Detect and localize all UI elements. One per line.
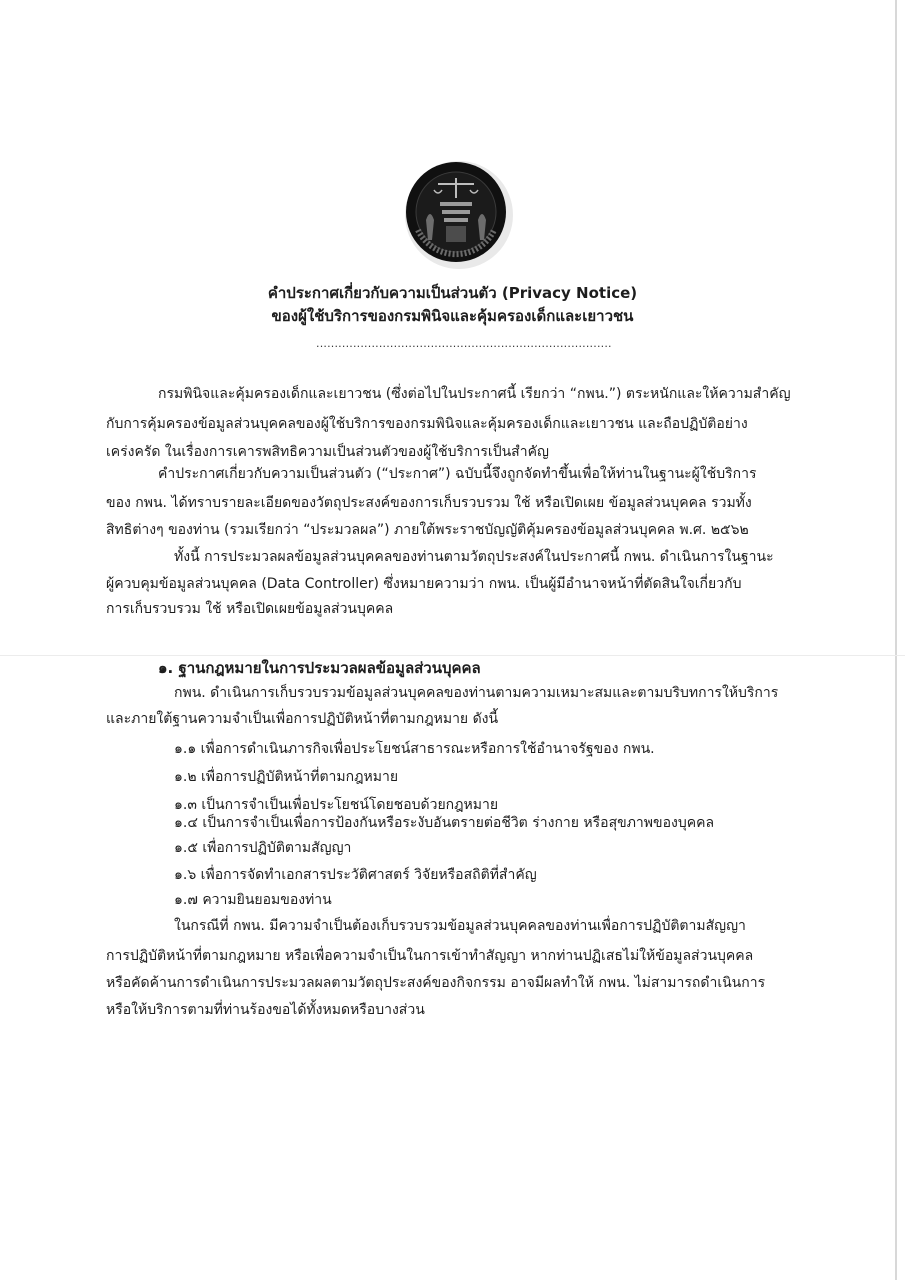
closing-line: หรือคัดค้านการดำเนินการประมวลผลตามวัตถุประสงค์ของกิจกรรม อาจมีผลทำให้ กพน. ไม่สามารถดำเนินการ xyxy=(106,975,766,991)
section-intro-line: และภายใต้ฐานความจำเป็นเพื่อการปฏิบัติหน้าที่ตามกฎหมาย ดังนี้ xyxy=(106,711,499,727)
document-title: คำประกาศเกี่ยวกับความเป็นส่วนตัว (Privacy Notice) xyxy=(267,284,638,302)
intro-line: คำประกาศเกี่ยวกับความเป็นส่วนตัว (“ประกาศ”) ฉบับนี้จึงถูกจัดทำขึ้นเพื่อให้ท่านในฐานะผู้ใช้บริการ xyxy=(158,466,757,482)
list-item: ๑.๖ เพื่อการจัดทำเอกสารประวัติศาสตร์ วิจัยหรือสถิติที่สำคัญ xyxy=(174,867,537,883)
list-item: ๑.๑ เพื่อการดำเนินภารกิจเพื่อประโยชน์สาธารณะหรือการใช้อำนาจรัฐของ กพน. xyxy=(174,741,655,757)
intro-line: เคร่งครัด ในเรื่องการเคารพสิทธิความเป็นส่วนตัวของผู้ใช้บริการเป็นสำคัญ xyxy=(106,444,549,460)
list-item: ๑.๕ เพื่อการปฏิบัติตามสัญญา xyxy=(174,840,352,856)
list-item: ๑.๓ เป็นการจำเป็นเพื่อประโยชน์โดยชอบด้วยกฎหมาย xyxy=(174,797,499,813)
intro-line: ของ กพน. ได้ทราบรายละเอียดของวัตถุประสงค์ของการเก็บรวบรวม ใช้ หรือเปิดเผย ข้อมูลส่วนบุคคล รวมทั้ง xyxy=(106,495,752,511)
intro-line: สิทธิต่างๆ ของท่าน (รวมเรียกว่า “ประมวลผล”) ภายใต้พระราชบัญญัติคุ้มครองข้อมูลส่วนบุคคล พ.ศ. ๒๕๖๒ xyxy=(106,522,749,538)
section-heading: ๑. ฐานกฎหมายในการประมวลผลข้อมูลส่วนบุคคล xyxy=(158,659,481,677)
section-intro-line: กพน. ดำเนินการเก็บรวบรวมข้อมูลส่วนบุคคลของท่านตามความเหมาะสมและตามบริบทการให้บริการ xyxy=(174,685,779,701)
department-seal-icon xyxy=(404,160,514,270)
document-subtitle: ของผู้ใช้บริการของกรมพินิจและคุ้มครองเด็กและเยาวชน xyxy=(271,307,634,325)
closing-line: หรือให้บริการตามที่ท่านร้องขอได้ทั้งหมดหรือบางส่วน xyxy=(106,1002,425,1018)
scan-edge xyxy=(895,0,897,1280)
title-separator: ................................................................................ xyxy=(316,337,612,350)
intro-line: กับการคุ้มครองข้อมูลส่วนบุคคลของผู้ใช้บริการของกรมพินิจและคุ้มครองเด็กและเยาวชน และถือปฏิบัติอย่าง xyxy=(106,416,748,432)
list-item: ๑.๒ เพื่อการปฏิบัติหน้าที่ตามกฎหมาย xyxy=(174,769,399,785)
list-item: ๑.๗ ความยินยอมของท่าน xyxy=(174,892,332,908)
intro-line: การเก็บรวบรวม ใช้ หรือเปิดเผยข้อมูลส่วนบุคคล xyxy=(106,601,394,617)
intro-line: ทั้งนี้ การประมวลผลข้อมูลส่วนบุคคลของท่านตามวัตถุประสงค์ในประกาศนี้ กพน. ดำเนินการในฐานะ xyxy=(174,549,774,565)
closing-line: ในกรณีที่ กพน. มีความจำเป็นต้องเก็บรวบรวมข้อมูลส่วนบุคคลของท่านเพื่อการปฏิบัติตามสัญญา xyxy=(174,918,746,934)
intro-line: กรมพินิจและคุ้มครองเด็กและเยาวชน (ซึ่งต่อไปในประกาศนี้ เรียกว่า “กพน.”) ตระหนักและให้ความสำคัญ xyxy=(158,386,791,402)
intro-line: ผู้ควบคุมข้อมูลส่วนบุคคล (Data Controller) ซึ่งหมายความว่า กพน. เป็นผู้มีอำนาจหน้าที่ตัดสินใจเกี่ยวกับ xyxy=(106,576,742,592)
closing-line: การปฏิบัติหน้าที่ตามกฎหมาย หรือเพื่อความจำเป็นในการเข้าทำสัญญา หากท่านปฏิเสธไม่ให้ข้อมูลส่วนบุคคล xyxy=(106,948,754,964)
list-item: ๑.๔ เป็นการจำเป็นเพื่อการป้องกันหรือระงับอันตรายต่อชีวิต ร่างกาย หรือสุขภาพของบุคคล xyxy=(174,815,715,831)
